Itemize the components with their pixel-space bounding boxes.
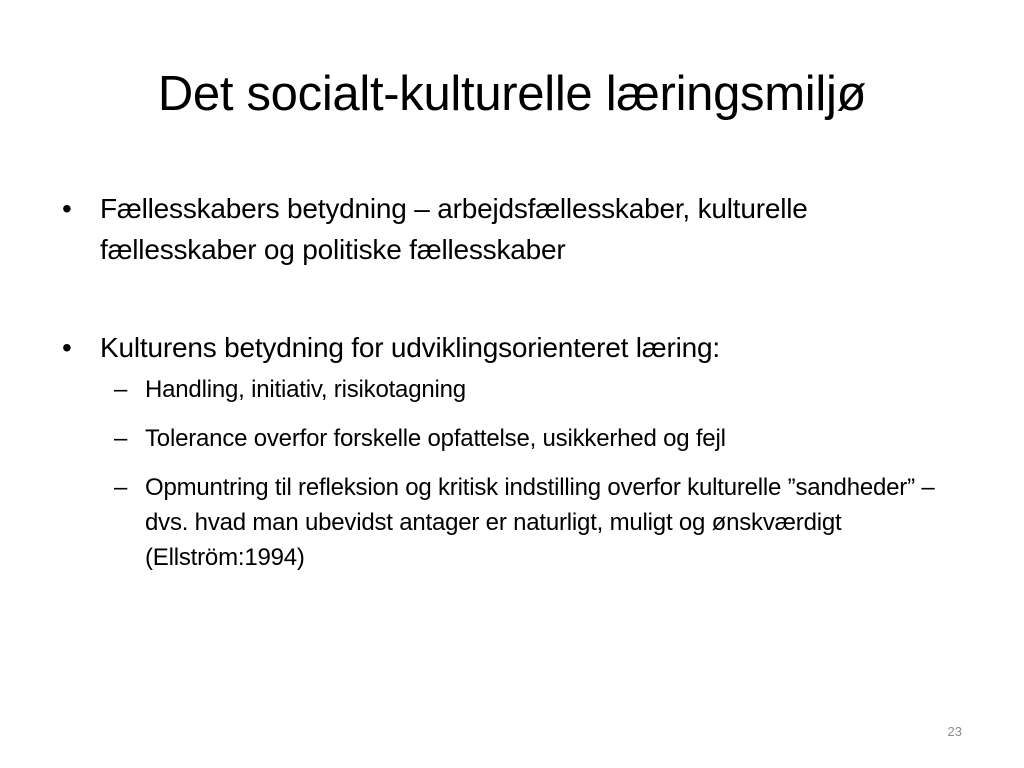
- bullet-marker: •: [62, 193, 72, 224]
- bullet-item: [62, 188, 962, 270]
- bullet-text: Fællesskabers betydning – arbejdsfællesskaber, kulturelle fællesskaber og politiske fællesskaber: [100, 193, 808, 265]
- bullet-text: Kulturens betydning for udviklingsorienteret læring:: [100, 332, 720, 363]
- page-number: 23: [947, 724, 962, 739]
- sub-bullet-text: Tolerance overfor forskelle opfattelse, usikkerhed og fejl: [145, 425, 726, 452]
- bullet-marker: •: [62, 332, 72, 363]
- sub-bullet-marker: –: [114, 474, 128, 501]
- sub-bullet-text: Handling, initiativ, risikotagning: [145, 376, 466, 403]
- sub-bullet-item: [100, 470, 962, 575]
- sub-bullet-marker: –: [114, 376, 128, 403]
- sub-bullet-marker: –: [114, 425, 128, 452]
- slide-title: Det socialt-kulturelle læringsmiljø: [157, 67, 867, 121]
- slide-content: [62, 188, 962, 589]
- sub-bullet-item: [100, 372, 962, 407]
- sub-bullet-text: Opmuntring til refleksion og kritisk indstilling overfor kulturelle ”sandheder” – dvs. hvad man ubevidst antager er naturligt, muligt og ønskværdigt (Ellström:1994): [145, 474, 935, 571]
- bullet-item: [62, 327, 962, 368]
- sub-bullet-list: [100, 372, 962, 575]
- sub-bullet-item: [100, 421, 962, 456]
